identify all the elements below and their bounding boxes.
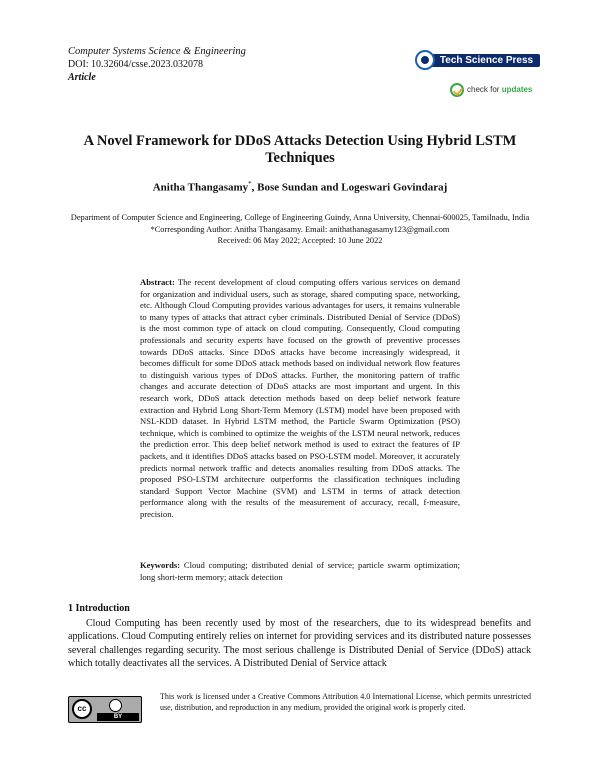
received-dates: Received: 06 May 2022; Accepted: 10 June 2022 [217,236,383,245]
affiliation: Department of Computer Science and Engineering, College of Engineering Guindy, Anna University, Chennai-600025, Tamilnadu, India [70,213,530,222]
lead-author: Anitha Thangasamy [152,181,249,194]
publisher-logo [415,50,540,72]
doi: DOI: 10.32604/csse.2023.032078 [68,59,203,70]
paper-title: A Novel Framework for DDoS Attacks Detection Using Hybrid LSTM Techniques [83,133,517,166]
abstract [140,277,460,520]
publisher-globe-icon [415,50,435,70]
keywords [140,560,460,583]
check-icon [450,83,464,97]
corresponding-author: *Corresponding Author: Anitha Thangasamy. Email: anithathanagasamy123@gmail.com [150,224,450,234]
attribution-person-icon [109,699,122,712]
authors [70,178,530,195]
other-authors: , Bose Sundan and Logeswari Govindaraj [251,181,448,194]
license-text: This work is licensed under a Creative Commons Attribution 4.0 International License, which permits unrestricted use, distribution, and reproduction in any medium, provided the original work is properly cited. [160,692,531,712]
keywords-text: Cloud computing; distributed denial of service; particle swarm optimization; long short-term memory; attack detection [140,560,460,582]
check-for-updates-badge[interactable] [450,82,532,98]
publisher-name: Tech Science Press [425,54,540,67]
article-type: Article [68,72,96,83]
abstract-text: The recent development of cloud computing offers various services on demand for organization and individual users, such as storage, shared computing space, networking, etc. Although Cloud Computing provides various advantages for users, it remains vulnerable to many types of attacks that attract cyber criminals. Distributed Denial of Service (DDoS) is the most common type of attack on cloud computing. Consequently, Cloud computing professionals and security experts have focused on the growth of preventive processes towards DDoS attacks. Since DDoS attacks have become increasingly widespread, it becomes difficult for some DDoS attack methods based on individual network flow features to distinguish various types of DDoS attacks. Further, the monitoring pattern of traffic changes and accurate detection of DDoS attacks are most important and urgent. In this research work, DDoS attack detection methods based on deep belief network feature extraction and Hybrid Long Short-Term Memory (LSTM) model have been proposed with NSL-KDD dataset. In Hybrid LSTM method, the Particle Swarm Optimization (PSO) technique, which is combined to optimize the weights of the LSTM neural network, reduces the prediction error. This deep belief network method is used to extract the features of IP packets, and it identifies DDoS attacks based on PSO-LSTM model. Moreover, it accurately predicts normal network traffic and detects anomalies resulting from DDoS attacks. The proposed PSO-LSTM architecture outperforms the classification techniques including standard Support Vector Machine (SVM) and LSTM in terms of attack detection performance along with the results of the measurement of accuracy, recall, f-measure, precision. [140,277,461,519]
journal-name: Computer Systems Science & Engineering [68,46,246,57]
by-label: BY [97,713,139,721]
updates-text: updates [501,85,533,94]
check-for-text: check for [467,85,500,94]
intro-paragraph: Cloud Computing has been recently used by most of the researchers, due to its widespread benefits and applications. Cloud Computing entirely relies on internet for providing services and its distributed nature possesses several challenges regarding security. The most serious challenge is Distributed Denial of Service (DDoS) attack which totally deactivates all the services. A Distributed Denial of Service attack [68,618,531,669]
keywords-label: Keywords: [140,560,181,570]
cc-icon: cc [72,699,92,719]
corresponding-mark: * [248,180,252,188]
section-heading: 1 Introduction [68,603,130,614]
affiliation-block [40,212,560,247]
cc-by-license-badge[interactable] [68,696,142,723]
abstract-label: Abstract: [140,277,175,287]
